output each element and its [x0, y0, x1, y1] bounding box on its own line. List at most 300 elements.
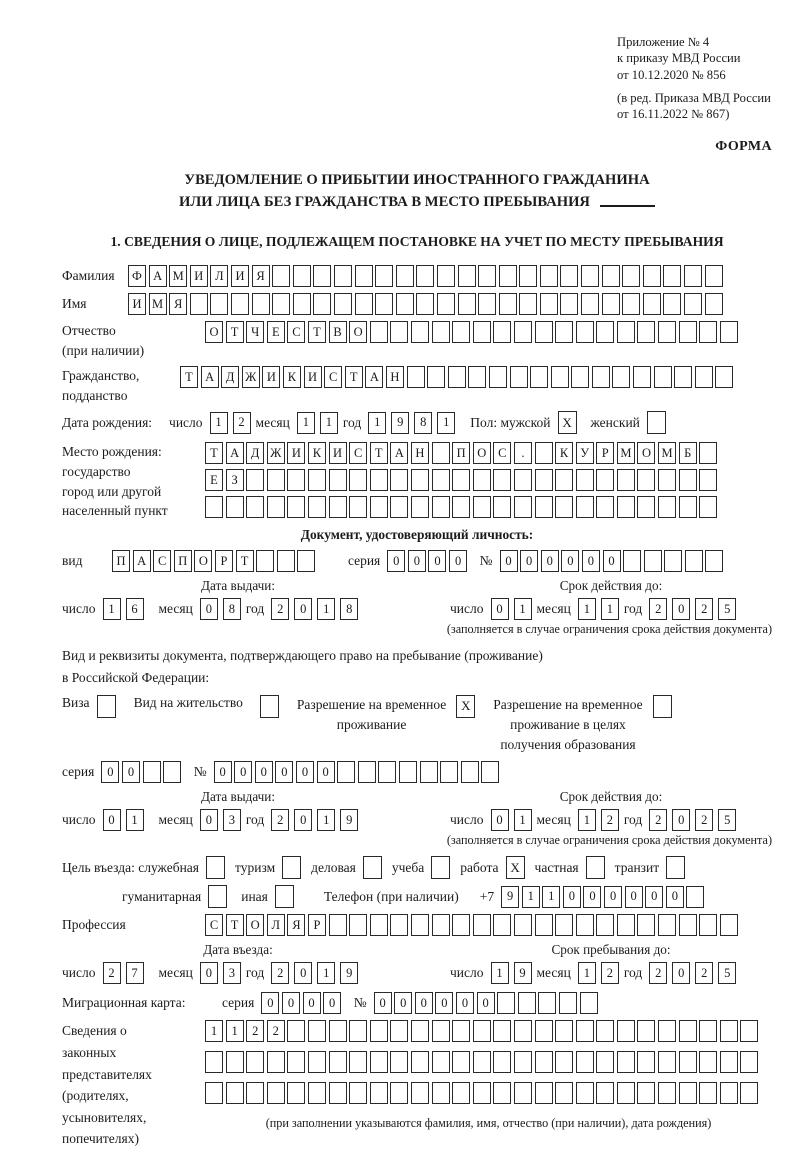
char-cell[interactable]	[551, 366, 569, 388]
char-cell[interactable]: 9	[501, 886, 519, 908]
char-cell[interactable]	[637, 914, 655, 936]
char-cell[interactable]	[143, 761, 161, 783]
char-cell[interactable]: И	[287, 442, 305, 464]
char-cell[interactable]	[375, 293, 393, 315]
char-cell[interactable]	[715, 366, 733, 388]
char-cell[interactable]	[514, 1020, 532, 1042]
char-cell[interactable]: 1	[542, 886, 560, 908]
char-cell[interactable]: О	[194, 550, 212, 572]
char-cell[interactable]	[602, 265, 620, 287]
char-cell[interactable]: 1	[578, 962, 596, 984]
char-cell[interactable]	[205, 1051, 223, 1073]
char-cell[interactable]	[617, 496, 635, 518]
char-cell[interactable]: 0	[122, 761, 140, 783]
char-cell[interactable]	[416, 293, 434, 315]
char-cell[interactable]	[440, 761, 458, 783]
char-cell[interactable]	[617, 1020, 635, 1042]
char-cell[interactable]: В	[329, 321, 347, 343]
char-cell[interactable]: 3	[223, 809, 241, 831]
char-cell[interactable]: 1	[103, 598, 121, 620]
char-cell[interactable]: М	[658, 442, 676, 464]
char-cell[interactable]: А	[226, 442, 244, 464]
residence-permit-checkbox[interactable]	[260, 695, 279, 718]
char-cell[interactable]: К	[555, 442, 573, 464]
char-cell[interactable]	[349, 1051, 367, 1073]
char-cell[interactable]: Д	[221, 366, 239, 388]
char-cell[interactable]: 0	[563, 886, 581, 908]
char-cell[interactable]	[535, 321, 553, 343]
char-cell[interactable]: 0	[200, 809, 218, 831]
char-cell[interactable]: Я	[287, 914, 305, 936]
char-cell[interactable]: 0	[603, 550, 621, 572]
char-cell[interactable]: К	[283, 366, 301, 388]
char-cell[interactable]	[473, 1051, 491, 1073]
char-cell[interactable]	[287, 496, 305, 518]
char-cell[interactable]: И	[304, 366, 322, 388]
char-cell[interactable]: 1	[226, 1020, 244, 1042]
char-cell[interactable]: 9	[340, 962, 358, 984]
char-cell[interactable]: 0	[672, 809, 690, 831]
char-cell[interactable]: 2	[233, 412, 251, 434]
char-cell[interactable]	[267, 1082, 285, 1104]
char-cell[interactable]	[740, 1051, 758, 1073]
char-cell[interactable]	[355, 265, 373, 287]
char-cell[interactable]	[370, 321, 388, 343]
char-cell[interactable]	[478, 265, 496, 287]
char-cell[interactable]: С	[324, 366, 342, 388]
char-cell[interactable]: 0	[604, 886, 622, 908]
char-cell[interactable]	[596, 1020, 614, 1042]
char-cell[interactable]	[226, 1051, 244, 1073]
char-cell[interactable]	[390, 914, 408, 936]
char-cell[interactable]	[481, 761, 499, 783]
char-cell[interactable]: 3	[223, 962, 241, 984]
char-cell[interactable]: 2	[601, 962, 619, 984]
char-cell[interactable]: 0	[456, 992, 474, 1014]
char-cell[interactable]	[452, 1082, 470, 1104]
char-cell[interactable]	[580, 992, 598, 1014]
char-cell[interactable]: 1	[491, 962, 509, 984]
purpose-study-checkbox[interactable]	[431, 856, 450, 879]
char-cell[interactable]	[663, 265, 681, 287]
char-cell[interactable]: 0	[282, 992, 300, 1014]
char-cell[interactable]	[287, 1082, 305, 1104]
char-cell[interactable]: Д	[246, 442, 264, 464]
char-cell[interactable]	[699, 914, 717, 936]
char-cell[interactable]	[514, 496, 532, 518]
char-cell[interactable]: М	[169, 265, 187, 287]
char-cell[interactable]: Я	[169, 293, 187, 315]
char-cell[interactable]: 0	[541, 550, 559, 572]
char-cell[interactable]: Л	[267, 914, 285, 936]
char-cell[interactable]	[416, 265, 434, 287]
char-cell[interactable]: Я	[252, 265, 270, 287]
char-cell[interactable]: 0	[449, 550, 467, 572]
char-cell[interactable]: 2	[103, 962, 121, 984]
char-cell[interactable]	[375, 265, 393, 287]
char-cell[interactable]	[293, 265, 311, 287]
char-cell[interactable]	[555, 1020, 573, 1042]
char-cell[interactable]: Т	[180, 366, 198, 388]
char-cell[interactable]	[658, 1051, 676, 1073]
char-cell[interactable]	[622, 265, 640, 287]
char-cell[interactable]	[612, 366, 630, 388]
char-cell[interactable]	[555, 321, 573, 343]
char-cell[interactable]: 0	[561, 550, 579, 572]
char-cell[interactable]	[407, 366, 425, 388]
char-cell[interactable]	[497, 992, 515, 1014]
char-cell[interactable]	[679, 914, 697, 936]
char-cell[interactable]	[740, 1082, 758, 1104]
char-cell[interactable]	[740, 1020, 758, 1042]
char-cell[interactable]: У	[576, 442, 594, 464]
char-cell[interactable]	[493, 1020, 511, 1042]
char-cell[interactable]	[510, 366, 528, 388]
char-cell[interactable]: 9	[514, 962, 532, 984]
char-cell[interactable]: 2	[695, 962, 713, 984]
char-cell[interactable]	[643, 293, 661, 315]
char-cell[interactable]	[685, 550, 703, 572]
char-cell[interactable]: 0	[275, 761, 293, 783]
char-cell[interactable]	[349, 496, 367, 518]
char-cell[interactable]: 6	[126, 598, 144, 620]
char-cell[interactable]: Ж	[267, 442, 285, 464]
char-cell[interactable]: 0	[294, 598, 312, 620]
char-cell[interactable]	[576, 321, 594, 343]
char-cell[interactable]	[519, 293, 537, 315]
char-cell[interactable]	[308, 1051, 326, 1073]
char-cell[interactable]	[518, 992, 536, 1014]
char-cell[interactable]: Ф	[128, 265, 146, 287]
char-cell[interactable]	[355, 293, 373, 315]
char-cell[interactable]	[576, 1020, 594, 1042]
char-cell[interactable]	[530, 366, 548, 388]
char-cell[interactable]: 0	[255, 761, 273, 783]
char-cell[interactable]: .	[514, 442, 532, 464]
char-cell[interactable]	[411, 321, 429, 343]
char-cell[interactable]: 0	[200, 598, 218, 620]
char-cell[interactable]	[705, 265, 723, 287]
purpose-work-checkbox[interactable]: X	[506, 856, 525, 879]
char-cell[interactable]: Н	[411, 442, 429, 464]
char-cell[interactable]	[499, 293, 517, 315]
char-cell[interactable]	[576, 1082, 594, 1104]
char-cell[interactable]	[555, 496, 573, 518]
char-cell[interactable]: 1	[317, 598, 335, 620]
char-cell[interactable]	[637, 1082, 655, 1104]
char-cell[interactable]: 0	[672, 962, 690, 984]
char-cell[interactable]	[493, 1051, 511, 1073]
char-cell[interactable]	[699, 469, 717, 491]
char-cell[interactable]	[643, 265, 661, 287]
visa-checkbox[interactable]	[97, 695, 116, 718]
char-cell[interactable]: О	[637, 442, 655, 464]
char-cell[interactable]	[349, 914, 367, 936]
char-cell[interactable]	[514, 1082, 532, 1104]
char-cell[interactable]	[617, 1051, 635, 1073]
char-cell[interactable]	[637, 496, 655, 518]
char-cell[interactable]	[287, 1020, 305, 1042]
char-cell[interactable]	[686, 886, 704, 908]
char-cell[interactable]	[411, 1020, 429, 1042]
char-cell[interactable]	[555, 1051, 573, 1073]
char-cell[interactable]	[399, 761, 417, 783]
purpose-other-checkbox[interactable]	[275, 885, 294, 908]
char-cell[interactable]	[432, 469, 450, 491]
char-cell[interactable]: 0	[323, 992, 341, 1014]
char-cell[interactable]: 0	[387, 550, 405, 572]
sex-male-checkbox[interactable]: X	[558, 411, 577, 434]
char-cell[interactable]	[581, 265, 599, 287]
char-cell[interactable]: К	[308, 442, 326, 464]
char-cell[interactable]: 2	[649, 809, 667, 831]
char-cell[interactable]: Т	[370, 442, 388, 464]
purpose-tourism-checkbox[interactable]	[282, 856, 301, 879]
char-cell[interactable]: 0	[200, 962, 218, 984]
char-cell[interactable]	[654, 366, 672, 388]
char-cell[interactable]: 2	[271, 598, 289, 620]
char-cell[interactable]: 2	[649, 598, 667, 620]
char-cell[interactable]	[293, 293, 311, 315]
char-cell[interactable]	[473, 469, 491, 491]
char-cell[interactable]	[674, 366, 692, 388]
char-cell[interactable]: Н	[386, 366, 404, 388]
char-cell[interactable]: Т	[345, 366, 363, 388]
char-cell[interactable]	[720, 321, 738, 343]
char-cell[interactable]: 0	[415, 992, 433, 1014]
purpose-private-checkbox[interactable]	[586, 856, 605, 879]
char-cell[interactable]: П	[112, 550, 130, 572]
char-cell[interactable]: 0	[582, 550, 600, 572]
char-cell[interactable]: 0	[394, 992, 412, 1014]
char-cell[interactable]	[329, 914, 347, 936]
char-cell[interactable]	[514, 1051, 532, 1073]
char-cell[interactable]: 0	[491, 809, 509, 831]
char-cell[interactable]	[458, 293, 476, 315]
char-cell[interactable]	[448, 366, 466, 388]
char-cell[interactable]: 1	[578, 809, 596, 831]
char-cell[interactable]	[514, 914, 532, 936]
char-cell[interactable]	[535, 1051, 553, 1073]
char-cell[interactable]	[538, 992, 556, 1014]
char-cell[interactable]	[658, 1020, 676, 1042]
char-cell[interactable]	[437, 265, 455, 287]
char-cell[interactable]: 1	[320, 412, 338, 434]
char-cell[interactable]	[370, 1082, 388, 1104]
char-cell[interactable]	[267, 496, 285, 518]
char-cell[interactable]	[679, 1051, 697, 1073]
char-cell[interactable]	[576, 469, 594, 491]
char-cell[interactable]	[205, 496, 223, 518]
char-cell[interactable]	[337, 761, 355, 783]
char-cell[interactable]	[617, 1082, 635, 1104]
char-cell[interactable]: Т	[236, 550, 254, 572]
char-cell[interactable]	[210, 293, 228, 315]
char-cell[interactable]	[432, 1082, 450, 1104]
char-cell[interactable]: 0	[303, 992, 321, 1014]
char-cell[interactable]	[432, 1020, 450, 1042]
char-cell[interactable]	[246, 1082, 264, 1104]
char-cell[interactable]	[644, 550, 662, 572]
char-cell[interactable]: 0	[428, 550, 446, 572]
char-cell[interactable]: 5	[718, 809, 736, 831]
sex-female-checkbox[interactable]	[647, 411, 666, 434]
char-cell[interactable]	[390, 496, 408, 518]
char-cell[interactable]: О	[246, 914, 264, 936]
char-cell[interactable]: 2	[695, 809, 713, 831]
char-cell[interactable]: И	[329, 442, 347, 464]
char-cell[interactable]	[658, 321, 676, 343]
purpose-transit-checkbox[interactable]	[666, 856, 685, 879]
char-cell[interactable]	[411, 469, 429, 491]
char-cell[interactable]	[555, 1082, 573, 1104]
char-cell[interactable]	[592, 366, 610, 388]
char-cell[interactable]	[287, 469, 305, 491]
char-cell[interactable]	[679, 469, 697, 491]
char-cell[interactable]	[427, 366, 445, 388]
char-cell[interactable]: С	[153, 550, 171, 572]
char-cell[interactable]	[313, 265, 331, 287]
char-cell[interactable]	[658, 1082, 676, 1104]
char-cell[interactable]: И	[262, 366, 280, 388]
char-cell[interactable]: Т	[226, 321, 244, 343]
char-cell[interactable]	[246, 496, 264, 518]
char-cell[interactable]: 0	[261, 992, 279, 1014]
char-cell[interactable]	[540, 265, 558, 287]
char-cell[interactable]	[596, 914, 614, 936]
char-cell[interactable]	[468, 366, 486, 388]
char-cell[interactable]: Е	[267, 321, 285, 343]
char-cell[interactable]: 1	[514, 809, 532, 831]
char-cell[interactable]: 1	[126, 809, 144, 831]
char-cell[interactable]: Т	[308, 321, 326, 343]
char-cell[interactable]: 0	[500, 550, 518, 572]
char-cell[interactable]: С	[349, 442, 367, 464]
char-cell[interactable]	[329, 1020, 347, 1042]
char-cell[interactable]	[370, 914, 388, 936]
char-cell[interactable]: 0	[408, 550, 426, 572]
char-cell[interactable]	[226, 1082, 244, 1104]
char-cell[interactable]	[432, 321, 450, 343]
purpose-humanitarian-checkbox[interactable]	[208, 885, 227, 908]
char-cell[interactable]	[602, 293, 620, 315]
char-cell[interactable]: 0	[672, 598, 690, 620]
char-cell[interactable]: 0	[234, 761, 252, 783]
char-cell[interactable]: 0	[583, 886, 601, 908]
char-cell[interactable]: 0	[477, 992, 495, 1014]
char-cell[interactable]	[705, 550, 723, 572]
char-cell[interactable]: 1	[601, 598, 619, 620]
char-cell[interactable]: 0	[101, 761, 119, 783]
char-cell[interactable]	[473, 914, 491, 936]
char-cell[interactable]: Ж	[242, 366, 260, 388]
char-cell[interactable]	[272, 293, 290, 315]
char-cell[interactable]	[308, 496, 326, 518]
char-cell[interactable]	[699, 1051, 717, 1073]
char-cell[interactable]: Б	[679, 442, 697, 464]
char-cell[interactable]: Р	[215, 550, 233, 572]
char-cell[interactable]: 1	[205, 1020, 223, 1042]
char-cell[interactable]: 8	[340, 598, 358, 620]
char-cell[interactable]: 1	[368, 412, 386, 434]
char-cell[interactable]	[679, 321, 697, 343]
char-cell[interactable]	[519, 265, 537, 287]
char-cell[interactable]	[581, 293, 599, 315]
char-cell[interactable]: 0	[645, 886, 663, 908]
char-cell[interactable]: П	[174, 550, 192, 572]
char-cell[interactable]	[633, 366, 651, 388]
char-cell[interactable]	[478, 293, 496, 315]
char-cell[interactable]	[489, 366, 507, 388]
char-cell[interactable]: 0	[296, 761, 314, 783]
char-cell[interactable]: 1	[317, 962, 335, 984]
char-cell[interactable]	[205, 1082, 223, 1104]
char-cell[interactable]: 0	[435, 992, 453, 1014]
char-cell[interactable]: З	[226, 469, 244, 491]
char-cell[interactable]	[349, 469, 367, 491]
char-cell[interactable]	[432, 1051, 450, 1073]
char-cell[interactable]	[252, 293, 270, 315]
char-cell[interactable]	[684, 265, 702, 287]
char-cell[interactable]	[720, 1082, 738, 1104]
char-cell[interactable]	[535, 442, 553, 464]
char-cell[interactable]: 5	[718, 962, 736, 984]
char-cell[interactable]	[699, 442, 717, 464]
char-cell[interactable]	[334, 293, 352, 315]
char-cell[interactable]	[163, 761, 181, 783]
char-cell[interactable]	[473, 321, 491, 343]
char-cell[interactable]	[246, 469, 264, 491]
char-cell[interactable]	[420, 761, 438, 783]
char-cell[interactable]: 2	[601, 809, 619, 831]
char-cell[interactable]: 7	[126, 962, 144, 984]
char-cell[interactable]	[514, 321, 532, 343]
char-cell[interactable]	[576, 496, 594, 518]
char-cell[interactable]: М	[149, 293, 167, 315]
char-cell[interactable]	[560, 293, 578, 315]
char-cell[interactable]	[256, 550, 274, 572]
char-cell[interactable]	[461, 761, 479, 783]
char-cell[interactable]	[695, 366, 713, 388]
char-cell[interactable]	[277, 550, 295, 572]
char-cell[interactable]: О	[473, 442, 491, 464]
char-cell[interactable]	[313, 293, 331, 315]
char-cell[interactable]	[535, 496, 553, 518]
char-cell[interactable]: 9	[340, 809, 358, 831]
char-cell[interactable]	[535, 914, 553, 936]
char-cell[interactable]	[452, 1051, 470, 1073]
char-cell[interactable]	[452, 496, 470, 518]
char-cell[interactable]: 1	[297, 412, 315, 434]
char-cell[interactable]: С	[205, 914, 223, 936]
char-cell[interactable]	[596, 1082, 614, 1104]
char-cell[interactable]	[452, 321, 470, 343]
char-cell[interactable]: 0	[491, 598, 509, 620]
char-cell[interactable]	[576, 914, 594, 936]
char-cell[interactable]: 0	[294, 809, 312, 831]
char-cell[interactable]	[370, 1020, 388, 1042]
char-cell[interactable]	[637, 1020, 655, 1042]
char-cell[interactable]	[432, 496, 450, 518]
char-cell[interactable]: 5	[718, 598, 736, 620]
char-cell[interactable]: Е	[205, 469, 223, 491]
char-cell[interactable]	[297, 550, 315, 572]
char-cell[interactable]	[596, 496, 614, 518]
char-cell[interactable]: С	[493, 442, 511, 464]
char-cell[interactable]	[699, 321, 717, 343]
char-cell[interactable]	[699, 1082, 717, 1104]
char-cell[interactable]: И	[231, 265, 249, 287]
